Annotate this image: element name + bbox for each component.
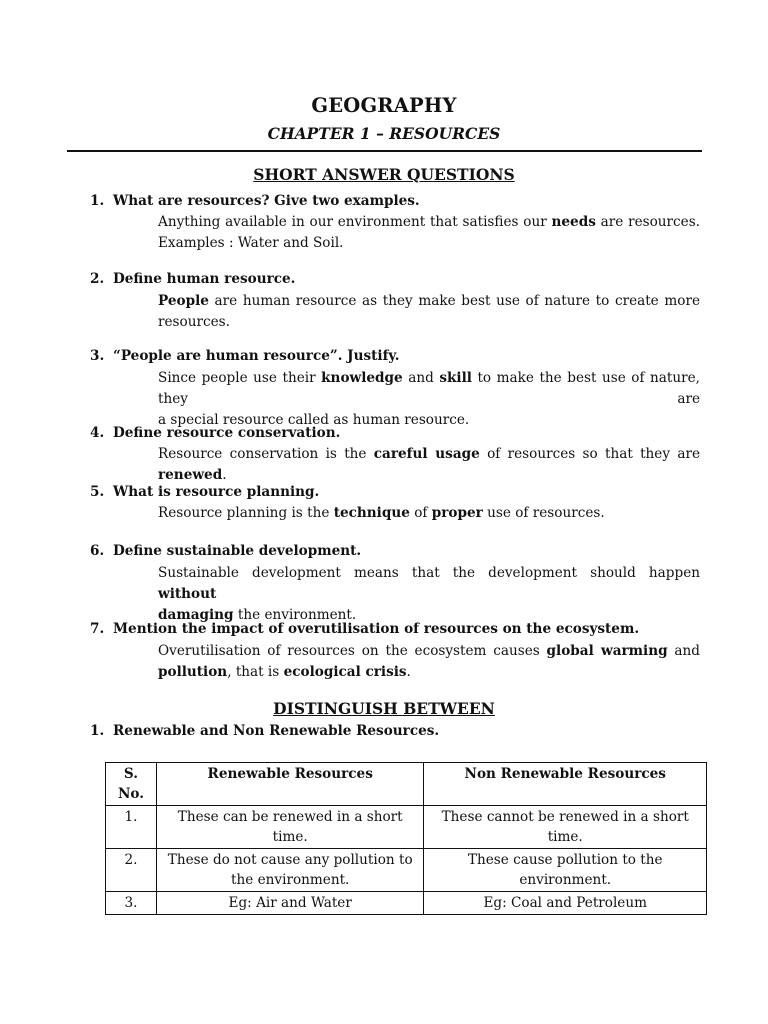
question-text: Renewable and Non Renewable Resources.: [113, 723, 440, 739]
question-text: What are resources? Give two examples.: [113, 193, 420, 209]
answer-line: Resource planning is the technique of proper use of resources.: [158, 505, 605, 521]
question: [90, 723, 705, 739]
table-cell: 1.: [106, 806, 157, 849]
question: [90, 271, 705, 287]
table-cell: These do not cause any pollution to the environment.: [156, 849, 424, 892]
answer-line: damaging the environment.: [158, 607, 357, 623]
emphasized-term: People: [158, 293, 209, 309]
section-heading-distinguish: DISTINGUISH BETWEEN: [273, 699, 495, 718]
question-text: “People are human resource”. Justify.: [113, 348, 400, 364]
section-heading-short-answer: SHORT ANSWER QUESTIONS: [253, 165, 515, 184]
table-cell: These cause pollution to the environment.: [424, 849, 707, 892]
question-text: Define sustainable development.: [113, 543, 362, 559]
column-header: Renewable Resources: [156, 763, 424, 806]
question-number: 1.: [90, 723, 105, 739]
answer-line: pollution, that is ecological crisis.: [158, 664, 411, 680]
question: [90, 484, 705, 500]
answer: [158, 563, 700, 626]
emphasized-term: technique: [333, 505, 410, 521]
table-cell: Eg: Coal and Petroleum: [424, 892, 707, 915]
question-text: Define human resource.: [113, 271, 296, 287]
answer-line: Overutilisation of resources on the ecosystem causes global warming and: [158, 643, 700, 659]
table-cell: 2.: [106, 849, 157, 892]
question: [90, 425, 705, 441]
question-number: 4.: [90, 425, 105, 441]
question-number: 2.: [90, 271, 105, 287]
emphasized-term: needs: [551, 214, 596, 230]
table-cell: These can be renewed in a short time.: [156, 806, 424, 849]
emphasized-term: renewed: [158, 467, 223, 483]
emphasized-term: without: [158, 586, 217, 602]
question-text: What is resource planning.: [113, 484, 320, 500]
question-number: 3.: [90, 348, 105, 364]
answer-line: Sustainable development means that the development should happen without: [158, 565, 700, 602]
comparison-table: [105, 762, 707, 915]
question: [90, 193, 705, 209]
answer: [158, 503, 700, 524]
question-number: 1.: [90, 193, 105, 209]
table-cell: 3.: [106, 892, 157, 915]
emphasized-term: pollution: [158, 664, 228, 680]
question: [90, 543, 705, 559]
question-number: 6.: [90, 543, 105, 559]
answer-line: People are human resource as they make best use of nature to create more: [158, 293, 700, 309]
answer: [158, 291, 700, 333]
emphasized-term: careful usage: [373, 446, 480, 462]
question-text: Define resource conservation.: [113, 425, 341, 441]
chapter-subtitle: CHAPTER 1 – RESOURCES: [267, 124, 501, 143]
emphasized-term: knowledge: [321, 370, 403, 386]
answer-line: Since people use their knowledge and skill to make the best use of nature, they are: [158, 370, 700, 407]
emphasized-term: global warming: [546, 643, 668, 659]
answer-line: Anything available in our environment that satisfies our needs are resources.: [158, 214, 700, 230]
answer: [158, 444, 700, 486]
answer: [158, 368, 700, 431]
answer-line: resources.: [158, 314, 230, 330]
question-text: Mention the impact of overutilisation of resources on the ecosystem.: [113, 621, 640, 637]
page-title: GEOGRAPHY: [311, 94, 457, 117]
column-header: S. No.: [106, 763, 157, 806]
question-number: 7.: [90, 621, 105, 637]
header-divider: [67, 150, 702, 152]
question: [90, 348, 705, 364]
answer: [158, 212, 700, 254]
answer-line: Examples : Water and Soil.: [158, 235, 344, 251]
table-header-row: [106, 763, 707, 806]
question-number: 5.: [90, 484, 105, 500]
question: [90, 621, 705, 637]
answer-line: a special resource called as human resource.: [158, 412, 470, 428]
emphasized-term: proper: [431, 505, 483, 521]
table-cell: These cannot be renewed in a short time.: [424, 806, 707, 849]
answer-line: Resource conservation is the careful usage of resources so that they are renewed.: [158, 446, 700, 483]
table-row: [106, 849, 707, 892]
answer: [158, 641, 700, 683]
table-cell: Eg: Air and Water: [156, 892, 424, 915]
emphasized-term: damaging: [158, 607, 234, 623]
column-header: Non Renewable Resources: [424, 763, 707, 806]
emphasized-term: skill: [439, 370, 472, 386]
table-row: [106, 892, 707, 915]
table-row: [106, 806, 707, 849]
emphasized-term: ecological crisis: [283, 664, 407, 680]
